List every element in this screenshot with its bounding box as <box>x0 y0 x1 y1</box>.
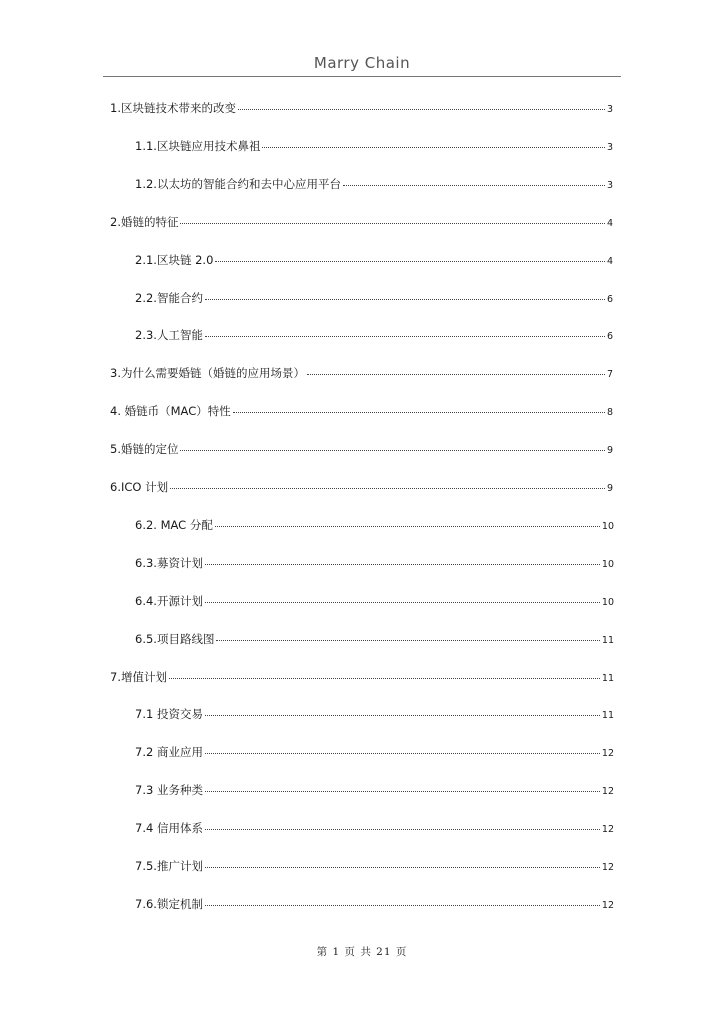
toc-entry[interactable] <box>135 176 613 192</box>
toc-entry-page-number: 12 <box>601 824 614 835</box>
toc-entry[interactable] <box>135 706 614 722</box>
toc-entry[interactable] <box>135 631 614 647</box>
toc-dot-leader <box>205 335 605 337</box>
toc-dot-leader <box>238 108 605 110</box>
toc-entry-label: 7.3 业务种类 <box>135 783 203 797</box>
toc-dot-leader <box>205 601 600 603</box>
toc-entry-label: 2.2.智能合约 <box>135 291 203 305</box>
toc-entry-label: 4. 婚链币（MAC）特性 <box>110 404 231 418</box>
toc-dot-leader <box>205 866 600 868</box>
toc-entry-label: 1.1.区块链应用技术鼻祖 <box>135 139 261 153</box>
toc-dot-leader <box>215 260 605 262</box>
toc-entry[interactable] <box>110 100 613 116</box>
toc-entry-label: 2.婚链的特征 <box>110 215 179 229</box>
toc-entry-page-number: 12 <box>601 862 614 873</box>
toc-entry-label: 2.3.人工智能 <box>135 328 203 342</box>
toc-dot-leader <box>180 449 604 451</box>
toc-entry[interactable] <box>110 214 613 230</box>
toc-entry-label: 7.5.推广计划 <box>135 859 203 873</box>
footer-middle: 页 共 <box>344 946 372 958</box>
toc-entry-page-number: 9 <box>606 445 613 456</box>
toc-dot-leader <box>343 184 605 186</box>
toc-entry[interactable] <box>135 555 614 571</box>
toc-entry-label: 6.3.募资计划 <box>135 556 203 570</box>
toc-entry[interactable] <box>110 441 613 457</box>
toc-entry-page-number: 11 <box>601 673 614 684</box>
header-title: Marry Chain <box>313 54 411 72</box>
toc-entry-page-number: 6 <box>606 294 613 305</box>
toc-dot-leader <box>169 677 600 679</box>
toc-entry-label: 6.2. MAC 分配 <box>135 518 213 532</box>
toc-entry-page-number: 10 <box>601 521 614 532</box>
toc-entry-label: 6.ICO 计划 <box>110 480 169 494</box>
toc-dot-leader <box>170 487 605 489</box>
toc-entry-page-number: 6 <box>606 331 613 342</box>
toc-entry[interactable] <box>135 593 614 609</box>
toc-entry-page-number: 12 <box>601 748 614 759</box>
toc-entry[interactable] <box>135 138 613 154</box>
toc-dot-leader <box>205 298 605 300</box>
toc-entry-page-number: 4 <box>606 218 613 229</box>
toc-entry[interactable] <box>135 820 614 836</box>
toc-entry-page-number: 9 <box>606 483 613 494</box>
toc-dot-leader <box>216 639 599 641</box>
page-footer <box>0 944 724 959</box>
toc-dot-leader <box>307 373 605 375</box>
footer-current-page: 1 <box>332 946 341 958</box>
toc-entry-label: 5.婚链的定位 <box>110 442 179 456</box>
toc-entry-label: 7.2 商业应用 <box>135 745 203 759</box>
footer-prefix: 第 <box>316 946 329 958</box>
toc-entry-page-number: 12 <box>601 900 614 911</box>
toc-entry[interactable] <box>110 479 613 495</box>
toc-dot-leader <box>215 525 600 527</box>
toc-entry[interactable] <box>135 252 613 268</box>
toc-dot-leader <box>205 752 600 754</box>
toc-entry-page-number: 11 <box>601 710 614 721</box>
toc-entry-page-number: 10 <box>601 597 614 608</box>
toc-entry-page-number: 12 <box>601 786 614 797</box>
toc-entry-page-number: 3 <box>606 142 613 153</box>
toc-entry[interactable] <box>135 744 614 760</box>
toc-entry-page-number: 3 <box>606 180 613 191</box>
toc-entry[interactable] <box>135 327 613 343</box>
toc-entry-label: 7.1 投资交易 <box>135 707 203 721</box>
toc-entry[interactable] <box>110 365 613 381</box>
toc-dot-leader <box>205 904 600 906</box>
toc-entry-page-number: 11 <box>601 635 614 646</box>
toc-entry[interactable] <box>110 669 614 685</box>
toc-entry-page-number: 3 <box>606 104 613 115</box>
toc-dot-leader <box>262 146 605 148</box>
toc-entry-page-number: 4 <box>606 256 613 267</box>
toc-entry-page-number: 8 <box>606 407 613 418</box>
footer-suffix: 页 <box>395 946 408 958</box>
toc-dot-leader <box>205 828 600 830</box>
toc-entry-label: 7.6.锁定机制 <box>135 897 203 911</box>
toc-dot-leader <box>205 563 600 565</box>
toc-entry[interactable] <box>135 782 614 798</box>
toc-entry[interactable] <box>135 290 613 306</box>
toc-entry-label: 1.区块链技术带来的改变 <box>110 101 236 115</box>
toc-entry-label: 6.4.开源计划 <box>135 594 203 608</box>
toc-entry-label: 6.5.项目路线图 <box>135 632 215 646</box>
footer-total-pages: 21 <box>376 946 392 958</box>
toc-dot-leader <box>233 411 605 413</box>
toc-entry[interactable] <box>135 517 614 533</box>
toc-entry[interactable] <box>135 858 614 874</box>
toc-entry-label: 1.2.以太坊的智能合约和去中心应用平台 <box>135 177 341 191</box>
toc-entry-page-number: 7 <box>606 369 613 380</box>
toc-dot-leader <box>180 222 604 224</box>
toc-dot-leader <box>205 714 600 716</box>
toc-entry-label: 7.4 信用体系 <box>135 821 203 835</box>
toc-entry-label: 3.为什么需要婚链（婚链的应用场景） <box>110 366 305 380</box>
toc-entry-label: 2.1.区块链 2.0 <box>135 253 214 267</box>
toc-entry[interactable] <box>135 896 614 912</box>
toc-entry-page-number: 10 <box>601 559 614 570</box>
toc-entry-label: 7.增值计划 <box>110 670 167 684</box>
toc-dot-leader <box>205 790 600 792</box>
toc-entry[interactable] <box>110 403 613 419</box>
